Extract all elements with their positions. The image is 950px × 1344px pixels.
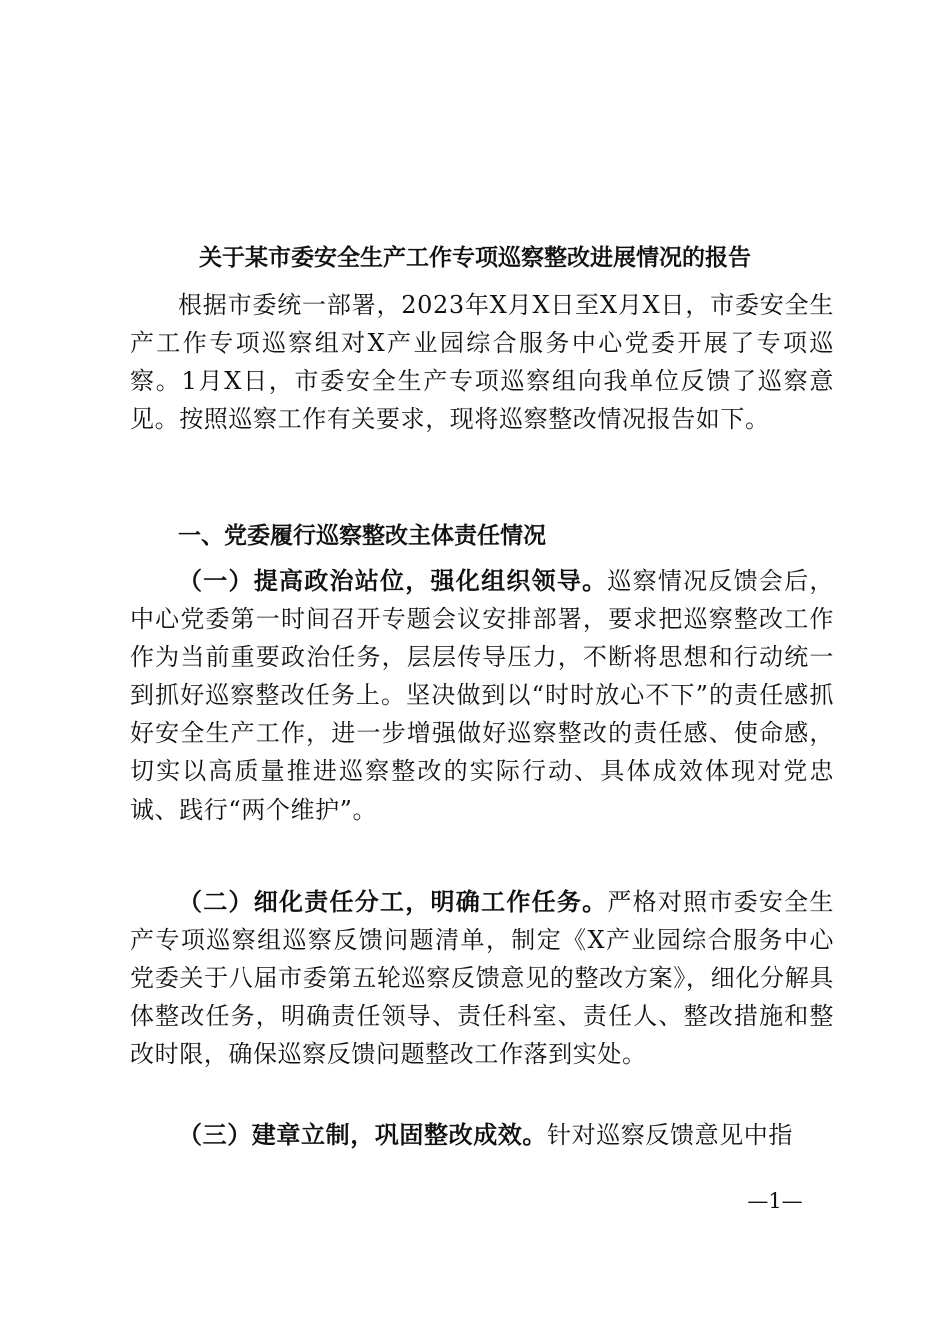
item-3-lead: （三）建章立制，巩固整改成效。	[178, 1120, 547, 1149]
paragraph-item-1	[130, 562, 834, 829]
item-3-body: 针对巡察反馈意见中指	[547, 1121, 793, 1149]
document-title: 关于某市委安全生产工作专项巡察整改进展情况的报告	[199, 244, 751, 271]
item-2-body: 严格对照市委安全生产专项巡察组巡察反馈问题清单，制定《X产业园综合服务中心党委关于八届市委第五轮巡察反馈意见的整改方案》，细化分解具体整改任务，明确责任领导、责任科室、责任人、整改措施和整改时限，确保巡察反馈问题整改工作落到实处。	[130, 888, 835, 1069]
item-1-lead: （一）提高政治站位，强化组织领导。	[178, 566, 608, 595]
page-number: —1—	[747, 1189, 803, 1213]
section-heading: 一、党委履行巡察整改主体责任情况	[178, 523, 546, 549]
item-1-body: 巡察情况反馈会后，中心党委第一时间召开专题会议安排部署，要求把巡察整改工作作为当前重要政治任务，层层传导压力，不断将思想和行动统一到抓好巡察整改任务上。坚决做到以“时时放心不下”的责任感抓好安全生产工作，进一步增强做好巡察整改的责任感、使命感，切实以高质量推进巡察整改的实际行动、具体成效体现对党忠诚、践行“两个维护”。	[130, 567, 835, 824]
paragraph-item-2	[130, 883, 834, 1073]
item-2-lead: （二）细化责任分工，明确工作任务。	[178, 887, 608, 916]
intro-paragraph: 根据市委统一部署，2023年X月X日至X月X日，市委安全生产工作专项巡察组对X产业园综合服务中心党委开展了专项巡察。1月X日，市委安全生产专项巡察组向我单位反馈了巡察意见。按照巡察工作有关要求，现将巡察整改情况报告如下。	[130, 291, 834, 434]
paragraph-item-3	[130, 1116, 834, 1154]
